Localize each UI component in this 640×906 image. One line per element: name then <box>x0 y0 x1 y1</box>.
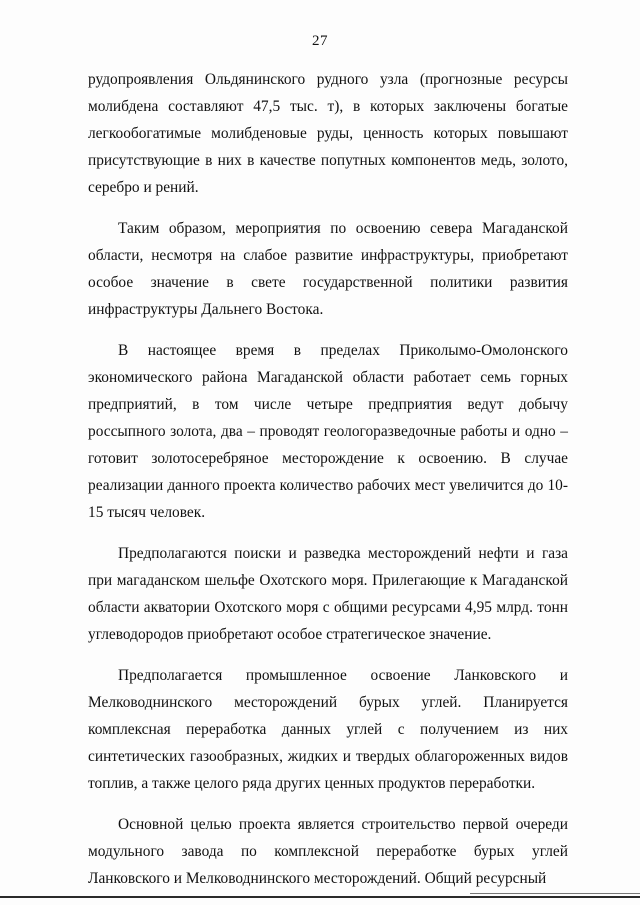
page-number: 27 <box>312 33 328 49</box>
paragraph-brown-coal-development: Предполагается промышленное освоение Ланковского и Мелководнинского месторождений бурых углей. Планируется комплексная переработка данных углей с получением из них синтетических газообразных, жидких и твердых облагороженных видов топлив, а также целого ряда других ценных продуктов переработки. <box>88 667 568 792</box>
page-bottom-edge <box>0 896 640 898</box>
document-body <box>88 66 568 906</box>
paragraph-project-goal: Основной целью проекта является строительство первой очереди модульного завода по комплексной переработке бурых углей Ланковского и Мелководнинского месторождений. Общий ресурсный <box>88 816 568 887</box>
paragraph-molybdenum-ores: рудопроявления Ольдянинского рудного узла (прогнозные ресурсы молибдена составляют 47,5 тыс. т), в которых заключены богатые легкообогатимые молибденовые руды, ценность которых повышают присутствующие в них в качестве попутных компонентов медь, золото, серебро и рений. <box>88 71 568 196</box>
paragraph-mining-enterprises: В настоящее время в пределах Приколымо-Омолонского экономического района Магаданской области работает семь горных предприятий, в том числе четыре предприятия ведут добычу россыпного золота, два – проводят геологоразведочные работы и одно – готовит золотосеребряное месторождение к освоению. В случае реализации данного проекта количество рабочих мест увеличится до 10-15 тысяч человек. <box>88 342 568 521</box>
scan-edge-line <box>470 893 640 894</box>
paragraph-oil-gas-shelf: Предполагаются поиски и разведка месторождений нефти и газа при магаданском шельфе Охотского моря. Прилегающие к Магаданской области акватории Охотского моря с общими ресурсами 4,95 млрд. тонн углеводородов приобретают особое стратегическое значение. <box>88 545 568 643</box>
paragraph-infrastructure-significance: Таким образом, мероприятия по освоению севера Магаданской области, несмотря на слабое развитие инфраструктуры, приобретают особое значение в свете государственной политики развития инфраструктуры Дальнего Востока. <box>88 220 568 318</box>
